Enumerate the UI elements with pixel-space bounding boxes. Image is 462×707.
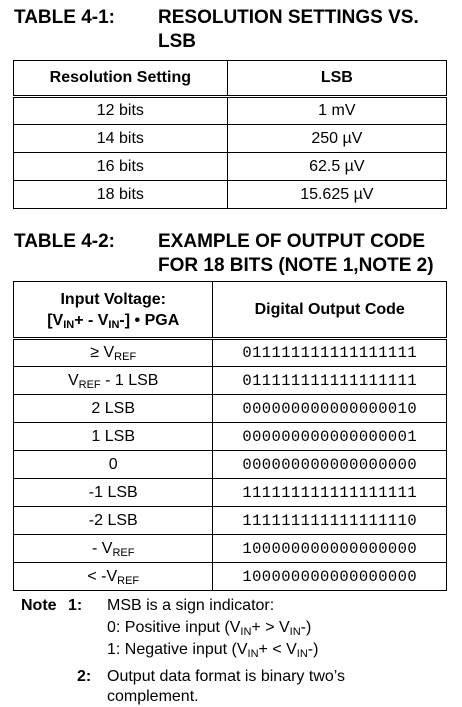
lsb-cell: 15.625 µV — [227, 181, 446, 209]
header-resolution-setting: Resolution Setting — [14, 61, 228, 97]
note-sub: IN — [240, 626, 252, 638]
note1-label — [68, 595, 82, 616]
resolution-cell: 14 bits — [14, 125, 228, 153]
table1-number: TABLE 4-1: — [14, 7, 115, 28]
output-code-cell: 100000000000000000 — [213, 535, 447, 563]
note-label — [21, 595, 57, 616]
note2-label — [77, 666, 91, 687]
input-sub: REF — [112, 546, 135, 559]
lsb-cell: 62.5 µV — [227, 153, 446, 181]
table-row — [14, 153, 447, 181]
input-text: V — [67, 371, 79, 389]
input-voltage-cell — [14, 479, 213, 507]
table-row — [14, 97, 447, 125]
header-digital-output-code: Digital Output Code — [213, 282, 447, 339]
table-row — [14, 507, 447, 535]
input-text: - 1 LSB — [100, 371, 159, 389]
input-voltage-cell — [14, 451, 213, 479]
output-code-cell: 000000000000000000 — [213, 451, 447, 479]
note-text: -) — [300, 619, 312, 636]
input-voltage-cell — [14, 395, 213, 423]
note-sub: IN — [296, 648, 308, 660]
header-input-text: -] • PGA — [119, 311, 180, 329]
input-voltage-cell — [14, 423, 213, 451]
output-code-cell: 100000000000000000 — [213, 563, 447, 591]
output-code-cell: 011111111111111111 — [213, 339, 447, 367]
input-voltage-cell — [14, 535, 213, 563]
input-text: -2 LSB — [88, 511, 138, 529]
note-text: 1: Negative input (V — [107, 641, 248, 658]
input-text: - V — [92, 539, 113, 557]
note-sub: IN — [289, 626, 301, 638]
input-text: -1 LSB — [88, 483, 138, 501]
note-text: + < V — [258, 641, 297, 658]
header-input-sub: IN — [63, 318, 75, 331]
input-text: 2 LSB — [91, 399, 136, 417]
input-voltage-cell — [14, 367, 213, 395]
output-code-cell: 000000000000000010 — [213, 395, 447, 423]
table1-title-line2: LSB — [158, 31, 196, 52]
table2-title-line1: EXAMPLE OF OUTPUT CODE — [158, 231, 426, 252]
resolution-cell: 12 bits — [14, 97, 228, 125]
header-input-text: [V — [47, 311, 64, 329]
resolution-cell: 18 bits — [14, 181, 228, 209]
table-row — [14, 535, 447, 563]
note1-negative — [107, 639, 318, 660]
header-input-sub: IN — [108, 318, 120, 331]
input-sub: REF — [117, 574, 140, 587]
input-voltage-cell — [14, 339, 213, 367]
lsb-cell: 1 mV — [227, 97, 446, 125]
output-code-table — [13, 281, 447, 591]
header-lsb: LSB — [227, 61, 446, 97]
input-text: < -V — [87, 567, 118, 585]
note-text: + > V — [251, 619, 290, 636]
header-input-line2 — [14, 310, 212, 331]
table-row — [14, 479, 447, 507]
header-input-line1: Input Voltage: — [60, 290, 166, 308]
input-text: ≥ V — [90, 344, 115, 361]
table2-number: TABLE 4-2: — [14, 231, 115, 252]
note-sub: IN — [247, 648, 259, 660]
resolution-cell: 16 bits — [14, 153, 228, 181]
note2-line2: complement. — [107, 688, 199, 705]
note-text: -) — [307, 641, 319, 658]
input-voltage-cell — [14, 507, 213, 535]
header-input-text: + - V — [74, 311, 109, 329]
header-input-voltage — [14, 282, 213, 339]
note-text: 0: Positive input (V — [107, 619, 241, 636]
table2-title-line2: FOR 18 BITS (NOTE 1,NOTE 2) — [158, 255, 434, 276]
output-code-cell: 011111111111111111 — [213, 367, 447, 395]
resolution-table — [13, 60, 447, 209]
input-text: 0 — [108, 455, 118, 473]
table-row — [14, 395, 447, 423]
table-row — [14, 563, 447, 591]
table-row — [14, 181, 447, 209]
table-row — [14, 339, 447, 367]
table-header-row — [14, 282, 447, 339]
table-row — [14, 451, 447, 479]
table-row — [14, 125, 447, 153]
note-label-text: Note — [21, 597, 57, 614]
note1-positive — [107, 617, 311, 638]
table-row — [14, 423, 447, 451]
table1-title-line1: RESOLUTION SETTINGS VS. — [158, 7, 419, 28]
input-voltage-cell — [14, 563, 213, 591]
table-row — [14, 367, 447, 395]
output-code-cell: 111111111111111111 — [213, 479, 447, 507]
table-header-row — [14, 61, 447, 97]
output-code-cell: 111111111111111110 — [213, 507, 447, 535]
lsb-cell: 250 µV — [227, 125, 446, 153]
input-text: 1 LSB — [91, 427, 136, 445]
note2-line1: Output data format is binary two’s — [107, 668, 346, 685]
output-code-cell: 000000000000000001 — [213, 423, 447, 451]
note1-text: MSB is a sign indicator: — [107, 597, 275, 614]
input-sub: REF — [78, 378, 101, 391]
input-sub: REF — [114, 351, 137, 363]
note1-number: 1: — [68, 597, 83, 614]
note2-number: 2: — [77, 668, 92, 685]
